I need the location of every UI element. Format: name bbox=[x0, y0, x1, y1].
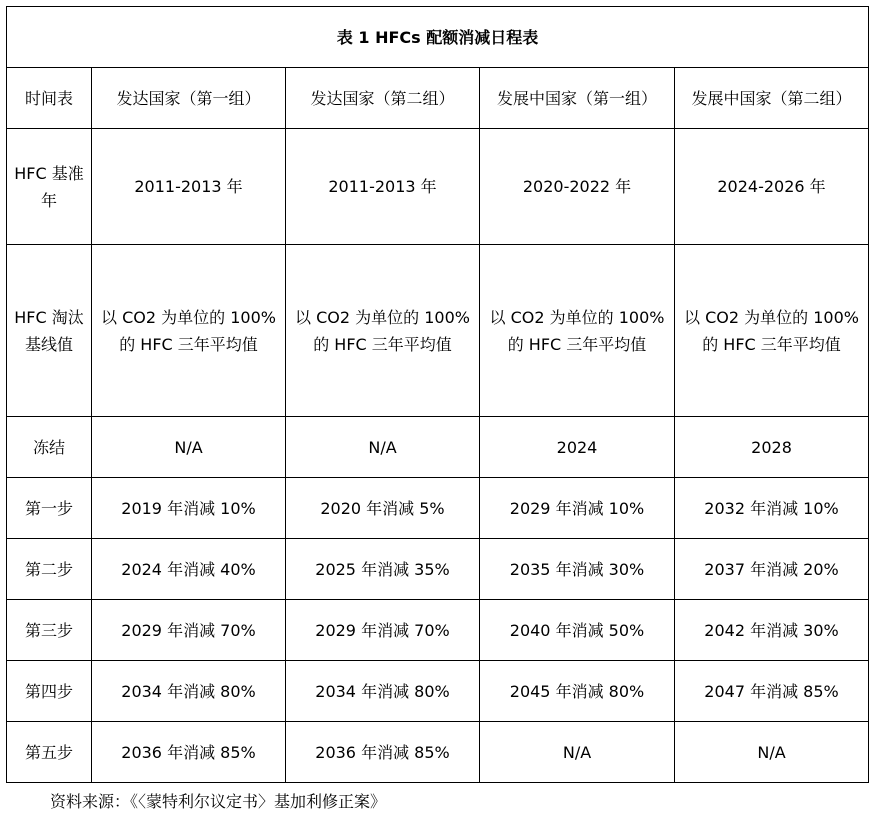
table-cell: 2037 年消减 20% bbox=[675, 539, 869, 600]
table-row bbox=[7, 245, 869, 417]
table-cell: N/A bbox=[286, 417, 480, 478]
table-cell: 2025 年消减 35% bbox=[286, 539, 480, 600]
table-cell: 以 CO2 为单位的 100% 的 HFC 三年平均值 bbox=[92, 245, 286, 417]
table-cell: 2029 年消减 10% bbox=[480, 478, 675, 539]
table-cell: 2024-2026 年 bbox=[675, 129, 869, 245]
table-cell: 以 CO2 为单位的 100% 的 HFC 三年平均值 bbox=[286, 245, 480, 417]
table-row bbox=[7, 417, 869, 478]
table-cell: 2024 bbox=[480, 417, 675, 478]
table-row bbox=[7, 600, 869, 661]
table-cell: 2024 年消减 40% bbox=[92, 539, 286, 600]
table-row bbox=[7, 478, 869, 539]
table-cell: 2045 年消减 80% bbox=[480, 661, 675, 722]
header-cell-schedule: 时间表 bbox=[7, 68, 92, 129]
table-cell: 2040 年消减 50% bbox=[480, 600, 675, 661]
row-label: 第一步 bbox=[7, 478, 92, 539]
table-cell: 以 CO2 为单位的 100% 的 HFC 三年平均值 bbox=[480, 245, 675, 417]
table-row bbox=[7, 539, 869, 600]
table-cell: 2036 年消减 85% bbox=[92, 722, 286, 783]
row-label: 第三步 bbox=[7, 600, 92, 661]
hfc-schedule-table bbox=[6, 6, 869, 783]
table-cell: 2035 年消减 30% bbox=[480, 539, 675, 600]
table-cell: 2029 年消减 70% bbox=[92, 600, 286, 661]
table-cell: 2034 年消减 80% bbox=[286, 661, 480, 722]
table-cell: 2011-2013 年 bbox=[92, 129, 286, 245]
table-cell: 2047 年消减 85% bbox=[675, 661, 869, 722]
source-note: 资料来源：《〈蒙特利尔议定书〉基加利修正案》 bbox=[50, 792, 387, 811]
header-cell-developed-group-1: 发达国家（第一组） bbox=[92, 68, 286, 129]
table-cell: 2028 bbox=[675, 417, 869, 478]
table-cell: 2034 年消减 80% bbox=[92, 661, 286, 722]
header-cell-developing-group-2: 发展中国家（第二组） bbox=[675, 68, 869, 129]
row-label: 第五步 bbox=[7, 722, 92, 783]
table-cell: 2042 年消减 30% bbox=[675, 600, 869, 661]
table-cell: 2019 年消减 10% bbox=[92, 478, 286, 539]
table-row bbox=[7, 661, 869, 722]
row-label: 第四步 bbox=[7, 661, 92, 722]
table-cell: 以 CO2 为单位的 100% 的 HFC 三年平均值 bbox=[675, 245, 869, 417]
row-label: HFC 淘汰基线值 bbox=[7, 245, 92, 417]
table-cell: N/A bbox=[675, 722, 869, 783]
table-cell: 2036 年消减 85% bbox=[286, 722, 480, 783]
table-cell: 2032 年消减 10% bbox=[675, 478, 869, 539]
header-cell-developed-group-2: 发达国家（第二组） bbox=[286, 68, 480, 129]
row-label: HFC 基准年 bbox=[7, 129, 92, 245]
table-cell: N/A bbox=[92, 417, 286, 478]
table-cell: 2029 年消减 70% bbox=[286, 600, 480, 661]
table-cell: N/A bbox=[480, 722, 675, 783]
table-title-row bbox=[7, 7, 869, 68]
table-cell: 2020 年消减 5% bbox=[286, 478, 480, 539]
table-row bbox=[7, 722, 869, 783]
table-row bbox=[7, 129, 869, 245]
table-cell: 2011-2013 年 bbox=[286, 129, 480, 245]
row-label: 第二步 bbox=[7, 539, 92, 600]
table-title: 表 1 HFCs 配额消减日程表 bbox=[7, 7, 869, 68]
table-cell: 2020-2022 年 bbox=[480, 129, 675, 245]
row-label: 冻结 bbox=[7, 417, 92, 478]
table-header-row bbox=[7, 68, 869, 129]
header-cell-developing-group-1: 发展中国家（第一组） bbox=[480, 68, 675, 129]
